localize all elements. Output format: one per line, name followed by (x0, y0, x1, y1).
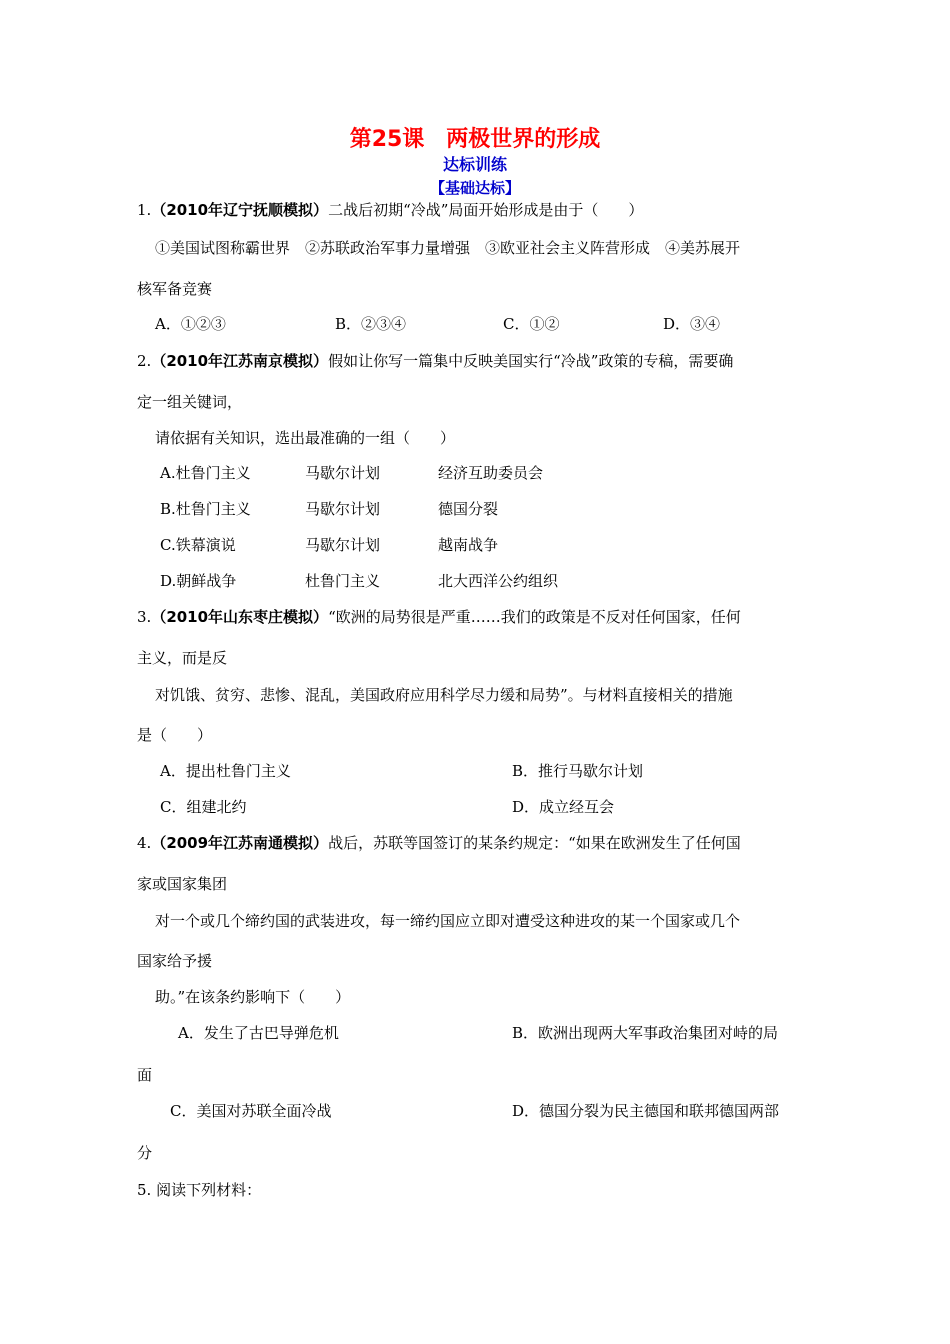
question-2-option-b-col1: B.杜鲁门主义 (160, 500, 251, 518)
question-source: （2010年山东枣庄模拟） (151, 608, 329, 626)
question-1-option-a: A．①②③ (155, 315, 226, 333)
question-number: 5. (137, 1181, 152, 1199)
question-source: （2010年江苏南京模拟） (151, 352, 329, 370)
question-text: 假如让你写一篇集中反映美国实行“冷战”政策的专稿，需要确 (328, 352, 734, 370)
question-2-stem-cont: 定一组关键词， (137, 393, 243, 411)
question-source: （2010年辽宁抚顺模拟） (151, 201, 329, 219)
question-3-stem (137, 607, 741, 627)
question-3-option-b: B．推行马歇尔计划 (512, 762, 644, 780)
question-1-stem (137, 200, 643, 220)
question-4-option-b: B．欧洲出现两大军事政治集团对峙的局 (512, 1024, 779, 1042)
lesson-subtitle: 达标训练 (442, 155, 507, 174)
question-1-option-d: D．③④ (663, 315, 721, 333)
question-2-option-a-col2: 马歇尔计划 (305, 464, 381, 482)
question-4-option-c: C．美国对苏联全面冷战 (170, 1102, 332, 1120)
question-2-option-b-col2: 马歇尔计划 (305, 500, 381, 518)
question-4-option-d-cont: 分 (137, 1144, 153, 1162)
question-3-stem-cont: 主义，而是反 (137, 649, 228, 667)
question-number: 2. (137, 352, 152, 370)
question-4-option-d: D．德国分裂为民主德国和联邦德国两部 (512, 1102, 780, 1120)
question-4-stem-cont3: 国家给予援 (137, 952, 213, 970)
question-4-stem-cont2: 对一个或几个缔约国的武装进攻，每一缔约国应立即对遭受这种进攻的某一个国家或几个 (155, 912, 741, 930)
question-5-stem (137, 1180, 261, 1200)
question-2-stem (137, 351, 733, 371)
question-text: 战后，苏联等国签订的某条约规定：“如果在欧洲发生了任何国 (328, 834, 741, 852)
question-2-option-a-col1: A.杜鲁门主义 (160, 464, 251, 482)
question-4-stem-cont: 家或国家集团 (137, 875, 228, 893)
question-number: 1. (137, 201, 152, 219)
question-4-option-a: A．发生了古巴导弹危机 (178, 1024, 339, 1042)
question-text: “欧洲的局势很是严重……我们的政策是不反对任何国家，任何 (328, 608, 741, 626)
question-text: 二战后初期“冷战”局面开始形成是由于（ ） (328, 201, 644, 219)
question-3-stem-cont2: 对饥饿、贫穷、悲惨、混乱，美国政府应用科学尽力缓和局势”。与材料直接相关的措施 (155, 686, 733, 704)
question-text: 阅读下列材料： (156, 1181, 262, 1199)
question-4-stem-cont4: 助。”在该条约影响下（ ） (155, 988, 351, 1006)
question-1-items-cont: 核军备竞赛 (137, 280, 213, 298)
question-3-option-d: D．成立经互会 (512, 798, 615, 816)
question-4-option-b-cont: 面 (137, 1066, 153, 1084)
question-2-option-c-col2: 马歇尔计划 (305, 536, 381, 554)
question-2-prompt: 请依据有关知识，选出最准确的一组（ ） (155, 429, 456, 447)
question-number: 3. (137, 608, 152, 626)
lesson-title: 第25课 两极世界的形成 (349, 127, 601, 152)
question-1-option-b: B．②③④ (335, 315, 407, 333)
section-heading: 【基础达标】 (429, 179, 520, 197)
question-4-stem (137, 833, 741, 853)
question-2-option-d-col2: 杜鲁门主义 (305, 572, 381, 590)
question-3-option-c: C．组建北约 (160, 798, 247, 816)
question-number: 4. (137, 834, 152, 852)
question-source: （2009年江苏南通模拟） (151, 834, 329, 852)
question-2-option-c-col1: C.铁幕演说 (160, 536, 236, 554)
question-1-items: ①美国试图称霸世界 ②苏联政治军事力量增强 ③欧亚社会主义阵营形成 ④美苏展开 (155, 239, 741, 257)
question-2-option-c-col3: 越南战争 (438, 536, 499, 554)
question-2-option-d-col3: 北大西洋公约组织 (438, 572, 559, 590)
question-3-option-a: A．提出杜鲁门主义 (160, 762, 291, 780)
question-1-option-c: C．①② (503, 315, 560, 333)
question-2-option-b-col3: 德国分裂 (438, 500, 499, 518)
question-3-stem-cont3: 是（ ） (137, 726, 213, 744)
question-2-option-d-col1: D.朝鲜战争 (160, 572, 237, 590)
question-2-option-a-col3: 经济互助委员会 (438, 464, 544, 482)
